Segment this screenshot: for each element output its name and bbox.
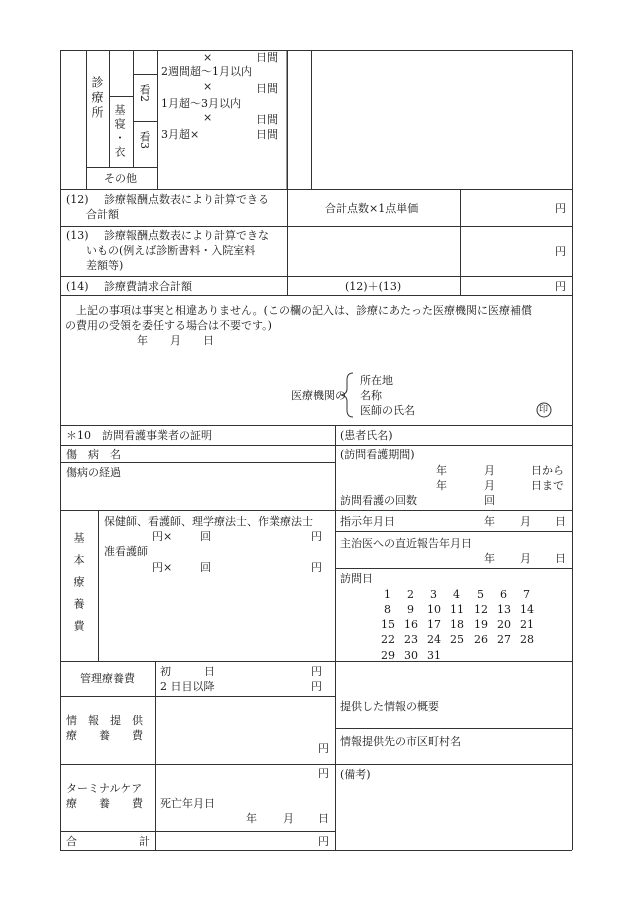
yen-1: 円 [311, 530, 322, 543]
total-yen: 円 [318, 835, 329, 848]
yen-2: 円 [311, 561, 322, 574]
info-summary-label: 提供した情報の概要 [340, 700, 439, 713]
instruction-year: 年 [484, 515, 495, 528]
row12-number: (12) [66, 193, 89, 206]
visit-day-cell: 18 [450, 618, 464, 631]
range-label-2: 1月超～3月以内 [161, 97, 241, 110]
visit-day-cell: 17 [427, 618, 441, 631]
visit-day-cell: 12 [474, 603, 488, 616]
visit-count-label: 訪問看護の回数 [340, 494, 417, 507]
period-end-day: 日まで [531, 479, 564, 492]
terminal-care-label-line1: ターミナルケア [66, 782, 143, 795]
visit-day-cell: 23 [404, 633, 418, 646]
visit-day-cell: 8 [384, 603, 391, 616]
row13-number: (13) [66, 229, 89, 242]
management-fee-label: 管理療養費 [80, 672, 135, 685]
row13-label-line1: 診療報酬点数表により計算できな [104, 229, 269, 242]
visit-day-cell: 5 [477, 588, 484, 601]
doctor-name-label: 医師の氏名 [360, 404, 415, 417]
instruction-date-label: 指示年月日 [340, 515, 395, 528]
visit-day-cell: 1 [384, 588, 391, 601]
row14-label: 診療費請求合計額 [104, 280, 192, 293]
visit-day-cell: 10 [427, 603, 441, 616]
row13-label-line3: 差額等) [86, 259, 124, 272]
visit-day-cell: 30 [404, 649, 418, 662]
visit-day-cell: 9 [407, 603, 414, 616]
rate-2: 円× [152, 561, 173, 574]
x-mark-1: × [203, 51, 213, 64]
visit-day-cell: 2 [407, 588, 414, 601]
death-date-label: 死亡年月日 [160, 797, 215, 810]
row14-number: (14) [66, 280, 89, 293]
period-end-month: 月 [484, 479, 495, 492]
x-mark-3: × [203, 111, 213, 124]
death-year: 年 [246, 812, 257, 825]
visit-day-cell: 27 [497, 633, 511, 646]
days-label-1: 日間 [256, 51, 278, 64]
visit-period-label: (訪問看護期間) [340, 448, 415, 461]
address-label: 所在地 [360, 374, 393, 387]
info-fee-label-line1: 情 報 提 供 [66, 714, 143, 727]
visit-day-cell: 19 [474, 618, 488, 631]
visit-day-cell: 16 [404, 618, 418, 631]
patient-name-label: (患者氏名) [340, 429, 393, 442]
visit-day-cell: 4 [453, 588, 460, 601]
second-day-yen: 円 [311, 680, 322, 693]
instruction-day: 日 [555, 515, 566, 528]
municipality-label: 情報提供先の市区町村名 [340, 735, 461, 748]
row13-label-line2: いもの(例えば診断書料・入院室料 [86, 244, 256, 257]
days-label-4: 日間 [256, 128, 278, 141]
range-label-3: 3月超× [161, 128, 200, 141]
period-start-month: 月 [484, 464, 495, 477]
report-month: 月 [520, 552, 531, 565]
range-label-1: 2週間超～1月以内 [161, 65, 252, 78]
nurse-types-label: 保健師、看護師、理学療法士、作業療法士 [104, 515, 313, 528]
report-day: 日 [555, 552, 566, 565]
disease-course-label: 傷病の経過 [66, 466, 121, 479]
period-start-year: 年 [436, 464, 447, 477]
visit-day-cell: 28 [520, 633, 534, 646]
assistant-nurse-label: 准看護師 [104, 545, 148, 558]
other-label: その他 [104, 172, 137, 185]
row12-formula: 合計点数×1点単価 [325, 202, 419, 215]
total-label-right: 計 [139, 835, 150, 848]
visit-day-cell: 31 [427, 649, 441, 662]
days-label-3: 日間 [256, 113, 278, 126]
info-fee-label-line2: 療 養 費 [66, 729, 143, 742]
instruction-month: 月 [520, 515, 531, 528]
clinic-label: 診療所 [90, 76, 104, 121]
visit-day-cell: 11 [450, 603, 464, 616]
period-start-day: 日から [531, 464, 564, 477]
visit-day-cell: 13 [497, 603, 511, 616]
report-year: 年 [484, 552, 495, 565]
institution-label: 医療機関の [291, 389, 346, 402]
visit-day-cell: 22 [381, 633, 395, 646]
bedding-label: 基寝・衣 [113, 104, 126, 160]
visit-day-cell: 15 [381, 618, 395, 631]
remarks-label: (備考) [340, 768, 371, 781]
report-date-label: 主治医への直近報告年月日 [340, 537, 472, 550]
times-2: 回 [200, 561, 211, 574]
visit-day-cell: 20 [497, 618, 511, 631]
nursing-section-title: ＊10 訪問看護事業者の証明 [66, 429, 212, 442]
row13-yen: 円 [555, 245, 566, 258]
second-day-label: 2 日目以降 [160, 680, 215, 693]
visit-day-cell: 25 [450, 633, 464, 646]
cert-statement-line1: 上記の事項は事実と相違ありません。(この欄の記入は、診療にあたった医療機関に医療補償 [76, 304, 532, 317]
disease-name-label: 傷 病 名 [66, 448, 121, 461]
times-1: 回 [200, 530, 211, 543]
row12-yen: 円 [555, 202, 566, 215]
terminal-care-label-line2: 療 養 費 [66, 797, 143, 810]
visit-day-cell: 7 [523, 588, 530, 601]
visit-day-cell: 3 [430, 588, 437, 601]
info-fee-yen: 円 [318, 742, 329, 755]
cert-statement-line2: の費用の受領を委任する場合は不要です。) [65, 319, 272, 332]
row12-label-line2: 合計額 [86, 208, 119, 221]
visit-days-label: 訪問日 [340, 572, 373, 585]
visit-day-cell: 21 [520, 618, 534, 631]
cert-date: 年 月 日 [137, 334, 214, 347]
row14-formula: (12)＋(13) [345, 280, 402, 293]
terminal-care-yen: 円 [318, 767, 329, 780]
basic-care-fee-label: 基本療養費 [72, 532, 85, 642]
visit-day-cell: 24 [427, 633, 441, 646]
visit-day-cell: 29 [381, 649, 395, 662]
period-end-year: 年 [436, 479, 447, 492]
nurse2-label: 看2 [138, 84, 151, 102]
x-mark-2: × [203, 80, 213, 93]
visit-day-cell: 14 [520, 603, 534, 616]
rate-1: 円× [152, 530, 173, 543]
death-day: 日 [318, 812, 329, 825]
row14-yen: 円 [555, 280, 566, 293]
death-month: 月 [283, 812, 294, 825]
visit-day-cell: 6 [500, 588, 507, 601]
nurse3-label: 看3 [138, 131, 151, 149]
name-label: 名称 [360, 389, 382, 402]
seal-label: 印 [539, 405, 549, 415]
total-label-left: 合 [66, 835, 77, 848]
first-day-label: 初 日 [160, 665, 215, 678]
days-label-2: 日間 [256, 82, 278, 95]
first-day-yen: 円 [311, 665, 322, 678]
visit-count-unit: 回 [484, 494, 495, 507]
visit-day-cell: 26 [474, 633, 488, 646]
row12-label-line1: 診療報酬点数表により計算できる [104, 193, 269, 206]
